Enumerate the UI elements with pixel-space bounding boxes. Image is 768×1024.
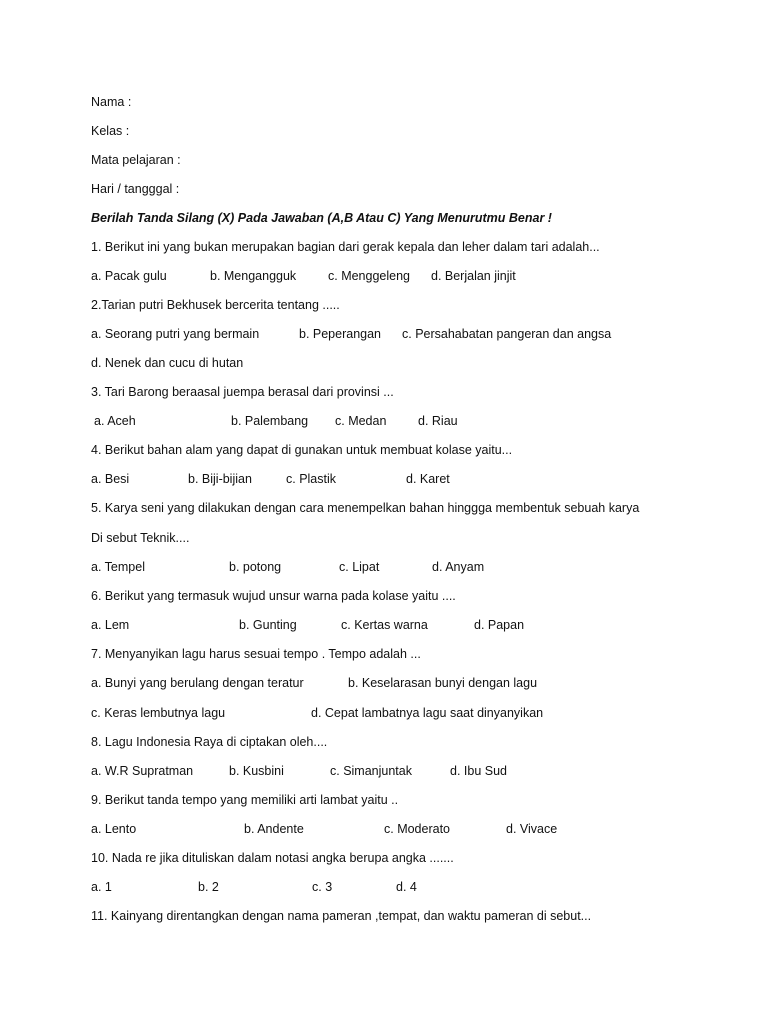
question-8: 8. Lagu Indonesia Raya di ciptakan oleh.... [91,735,328,749]
option-3d: d. Riau [418,414,458,428]
option-5b: b. potong [229,560,282,574]
question-9: 9. Berikut tanda tempo yang memiliki arti lambat yaitu .. [91,793,399,807]
question-3: 3. Tari Barong beraasal juempa berasal dari provinsi ... [91,385,394,399]
option-2d: d. Nenek dan cucu di hutan [91,356,244,370]
kelas-field: Kelas : [91,124,130,138]
option-2c: c. Persahabatan pangeran dan angsa [402,327,612,341]
question-10: 10. Nada re jika dituliskan dalam notasi angka berupa angka ....... [91,851,454,865]
option-8c: c. Simanjuntak [330,764,412,778]
option-7d: d. Cepat lambatnya lagu saat dinyanyikan [311,706,544,720]
question-5-continued: Di sebut Teknik.... [91,531,190,545]
question-11: 11. Kainyang direntangkan dengan nama pameran ,tempat, dan waktu pameran di sebut... [91,909,592,923]
option-10a: a. 1 [91,880,112,894]
option-6a: a. Lem [91,618,130,632]
option-3c: c. Medan [335,414,387,428]
option-10d: d. 4 [396,880,417,894]
option-6c: c. Kertas warna [341,618,428,632]
option-9d: d. Vivace [506,822,558,836]
question-5: 5. Karya seni yang dilakukan dengan cara menempelkan bahan hinggga membentuk sebuah karya [91,501,640,515]
option-6d: d. Papan [474,618,525,632]
question-2: 2.Tarian putri Bekhusek bercerita tentang ..... [91,298,340,312]
option-2a: a. Seorang putri yang bermain [91,327,260,341]
option-9a: a. Lento [91,822,137,836]
option-6b: b. Gunting [239,618,297,632]
option-9b: b. Andente [244,822,304,836]
option-4d: d. Karet [406,472,450,486]
question-6: 6. Berikut yang termasuk wujud unsur warna pada kolase yaitu .... [91,589,456,603]
option-8d: d. Ibu Sud [450,764,507,778]
option-5a: a. Tempel [91,560,145,574]
option-1b: b. Mengangguk [210,269,297,283]
option-2b: b. Peperangan [299,327,382,341]
option-4b: b. Biji-bijian [188,472,252,486]
option-7b: b. Keselarasan bunyi dengan lagu [348,676,538,690]
option-4c: c. Plastik [286,472,337,486]
option-10b: b. 2 [198,880,219,894]
option-10c: c. 3 [312,880,333,894]
option-3b: b. Palembang [231,414,309,428]
hari-tanggal-field: Hari / tangggal : [91,182,180,196]
option-9c: c. Moderato [384,822,451,836]
instruction: Berilah Tanda Silang (X) Pada Jawaban (A,B Atau C) Yang Menurutmu Benar ! [91,211,552,225]
option-3a: a. Aceh [94,414,136,428]
option-4a: a. Besi [91,472,130,486]
question-4: 4. Berikut bahan alam yang dapat di gunakan untuk membuat kolase yaitu... [91,443,513,457]
option-7c: c. Keras lembutnya lagu [91,706,226,720]
option-1a: a. Pacak gulu [91,269,167,283]
option-1c: c. Menggeleng [328,269,411,283]
option-1d: d. Berjalan jinjit [431,269,516,283]
nama-field: Nama : [91,95,132,109]
question-7: 7. Menyanyikan lagu harus sesuai tempo . Tempo adalah ... [91,647,421,661]
option-8a: a. W.R Supratman [91,764,194,778]
option-5c: c. Lipat [339,560,380,574]
option-8b: b. Kusbini [229,764,284,778]
option-7a: a. Bunyi yang berulang dengan teratur [91,676,304,690]
option-5d: d. Anyam [432,560,485,574]
question-1: 1. Berikut ini yang bukan merupakan bagian dari gerak kepala dan leher dalam tari adalah... [91,240,600,254]
mata-pelajaran-field: Mata pelajaran : [91,153,181,167]
